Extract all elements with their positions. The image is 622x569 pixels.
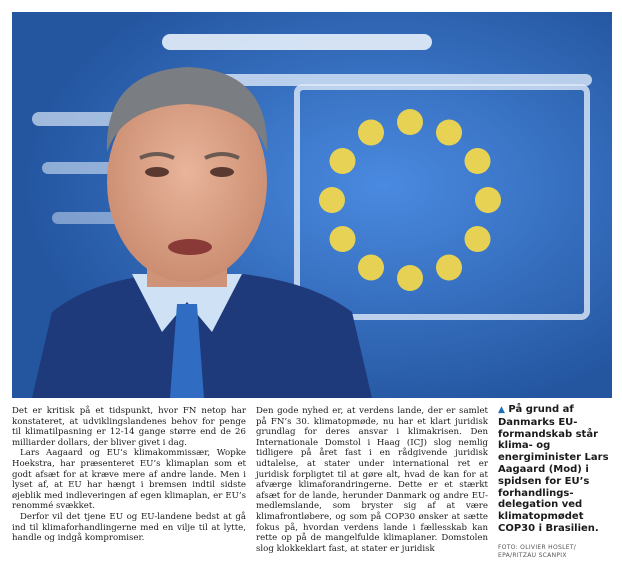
eu-star (358, 120, 384, 146)
credit-line: FOTO: OLIVIER HOSLET/ (498, 544, 577, 551)
eye (210, 167, 234, 177)
eu-star (465, 148, 491, 174)
article-paragraph: Lars Aagaard og EU’s klimakommissær, Wopke Hoekstra, har præsenteret EU’s klimaplan som et godt afsæt for at kræve mere af andre lande. Men i lyset af, at EU har hængt i bremsen indtil sidste øjeblik med indleveringen af egen klimaplan, er EU’s renommé svækket. (12, 448, 246, 512)
credit-line: EPA/RITZAU SCANPIX (498, 552, 567, 559)
article-column-2 (256, 406, 488, 554)
eu-star (319, 187, 345, 213)
mouth (168, 239, 212, 255)
eu-star (475, 187, 501, 213)
eu-star (330, 226, 356, 252)
eu-star (436, 120, 462, 146)
article-paragraph: Derfor vil det tjene EU og EU-landene bedst at gå ind til klimaforhandlingerne med en vilje til at lytte, handle og indgå kompromiser. (12, 511, 246, 544)
eu-star (397, 265, 423, 291)
article-paragraph: Den gode nyhed er, at verdens lande, der er samlet på FN’s 30. klimatopmøde, nu har et klart juridisk grundlag for deres ansvar i klimakrisen. Den Internationale Domstol i Haag (ICJ) slog nemlig tidligere på året fast i en rådgivende juridisk udtalelse, at stater under international ret er juridisk forpligtet til at gøre alt, hvad de kan for at afværge klimaforandringerne. Dette er et stærkt afsæt for de lande, herunder Danmark og andre EU-medlemslande, som bryster sig af at være klimafrontløbere, og som på COP30 ønsker at sætte fokus på, hvordan verdens lande i fællesskab kan rette op på de mangelfulde klimaplaner. Domstolen slog klokkeklart fast, at stater er juridisk (256, 406, 488, 554)
photo-credit (498, 544, 612, 560)
light-streak (32, 112, 122, 126)
photo-illustration (12, 12, 612, 398)
photo-caption (498, 404, 612, 535)
eye (145, 167, 169, 177)
eu-star (465, 226, 491, 252)
news-photo (12, 12, 612, 398)
eu-star (436, 255, 462, 281)
eu-star (330, 148, 356, 174)
article-column-1 (12, 406, 246, 544)
caption-text: På grund af Danmarks EU-formandskab står klima- og energiminister Lars Aagaard (Mod) i spidsen for EU’s forhandlings-delegation ved klimatopmødet COP30 i Brasilien. (498, 404, 609, 534)
article-paragraph: Det er kritisk på et tidspunkt, hvor FN netop har konstateret, at udviklingslandenes behov for penge til klimatilpasning er 12-14 gange større end de 26 milliarder dollars, der bliver givet i dag. (12, 406, 246, 448)
eu-star (358, 255, 384, 281)
caption-marker-icon: ▲ (498, 405, 505, 415)
eu-star (397, 109, 423, 135)
light-streak (162, 34, 432, 50)
